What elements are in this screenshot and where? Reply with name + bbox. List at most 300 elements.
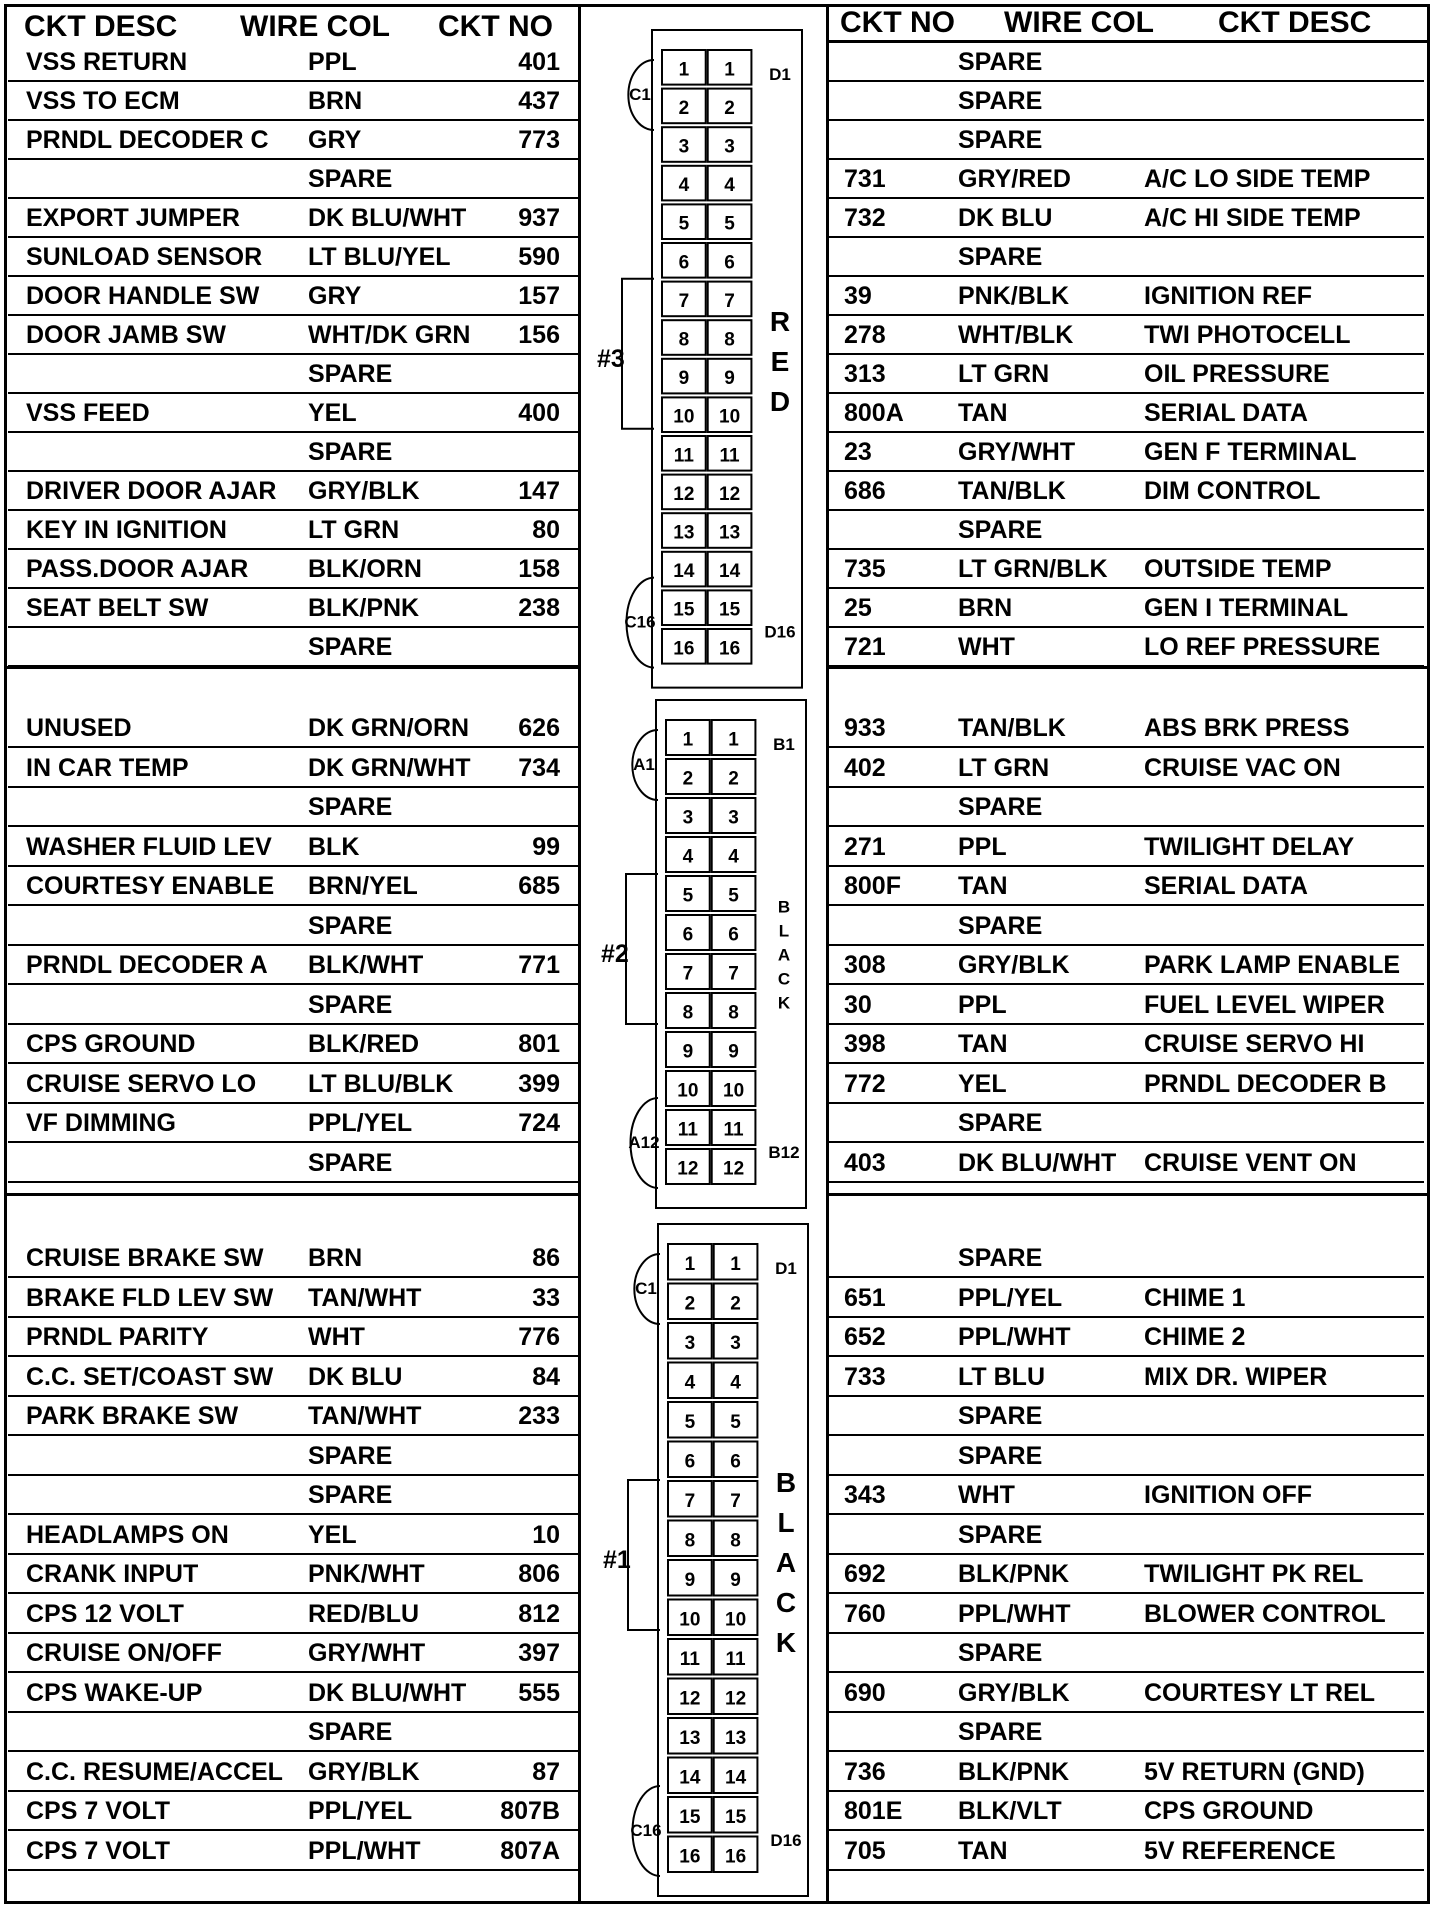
connector-pin-number: 14 [719, 561, 741, 583]
section1-left-desc: PASS.DOOR AJAR [26, 555, 249, 583]
connector-color-letter: C [775, 1587, 797, 1618]
section1-right-num: 721 [844, 633, 886, 661]
section3-left-desc: CRUISE BRAKE SW [26, 1244, 264, 1272]
connector-pin-number: 8 [730, 1530, 741, 1552]
section1-left-desc: VSS RETURN [26, 48, 188, 76]
section3-left-desc: BRAKE FLD LEV SW [26, 1283, 274, 1312]
section1-right-wire: LT GRN/BLK [958, 555, 1108, 583]
connector-pin-number: 8 [724, 329, 735, 351]
section1-left-wire: LT BLU/YEL [308, 243, 451, 271]
section1-right-wire: PNK/BLK [958, 282, 1070, 310]
connector-pin-number: 10 [723, 1080, 745, 1102]
section3-left-wire: WHT [308, 1323, 365, 1351]
section3-right-num: 760 [844, 1599, 886, 1628]
section3-right-wire: BLK/PNK [958, 1757, 1070, 1786]
section1-right-wire: GRY/RED [958, 165, 1071, 193]
section2-left-wire: PPL/YEL [308, 1109, 413, 1137]
section1-left-num: 400 [518, 399, 560, 427]
section3-right-desc: BLOWER CONTROL [1144, 1599, 1386, 1628]
section3-left-desc: HEADLAMPS ON [26, 1520, 229, 1549]
section1-right-num: 23 [844, 438, 872, 466]
section3-right-desc: CHIME 1 [1144, 1283, 1246, 1312]
header-left-desc: CKT DESC [24, 10, 178, 43]
section1-right-num: 686 [844, 477, 886, 505]
section1-right-desc: GEN F TERMINAL [1144, 438, 1357, 466]
section1-right-wire: GRY/WHT [958, 438, 1076, 466]
section1-left-num: 80 [532, 516, 560, 544]
section3-left-wire: YEL [308, 1520, 357, 1549]
section1-right-num: 25 [844, 594, 872, 622]
section2-left-wire: SPARE [308, 1148, 393, 1177]
section2-right-desc: PRNDL DECODER B [1144, 1069, 1387, 1098]
connector-pin-number: 4 [678, 175, 690, 197]
connector-color-letter: K [775, 1627, 797, 1658]
section2-right-wire: PPL [958, 990, 1007, 1019]
section3-left-num: 807A [500, 1836, 560, 1865]
section3-right-wire: BLK/PNK [958, 1560, 1070, 1588]
connector-pin-number: 16 [673, 638, 695, 660]
connector-pin-number: 11 [723, 1119, 744, 1141]
connector-pin-number: 5 [724, 213, 735, 235]
section2-left-desc: CRUISE SERVO LO [26, 1069, 257, 1098]
section1-left-desc: DOOR JAMB SW [26, 321, 226, 349]
section2-left-num: 399 [518, 1069, 560, 1098]
section2-right-wire: SPARE [958, 1109, 1043, 1137]
connector-color-letter: A [777, 945, 791, 965]
section1-left-wire: SPARE [308, 633, 393, 661]
section2-left-num: 734 [518, 753, 560, 782]
section2-left-desc: PRNDL DECODER A [26, 951, 268, 979]
section2-left-desc: CPS GROUND [26, 1030, 196, 1058]
section1-left-desc: DOOR HANDLE SW [26, 282, 260, 310]
connector-bottom-pin-label: B12 [768, 1143, 800, 1162]
section3-right-desc: COURTESY LT REL [1144, 1678, 1376, 1707]
connector-pin-number: 6 [724, 252, 735, 274]
section2-right-desc: FUEL LEVEL WIPER [1144, 990, 1385, 1019]
connector-left-top-label: C1 [635, 1279, 657, 1298]
section1-left-desc: DRIVER DOOR AJAR [26, 477, 277, 505]
connector-pin-number: 11 [677, 1119, 698, 1141]
connector-pin-number: 7 [678, 290, 690, 312]
connector-pin-number: 16 [725, 1846, 747, 1868]
connector-pin-number: 10 [677, 1080, 699, 1102]
section2-right-wire: YEL [958, 1069, 1007, 1098]
connector-pin-number: 1 [682, 729, 694, 751]
section1-right-desc: GEN I TERMINAL [1144, 594, 1349, 622]
section3-left-desc: PARK BRAKE SW [26, 1402, 239, 1430]
header-left-num: CKT NO [438, 10, 553, 43]
section2-left-num: 724 [518, 1109, 560, 1137]
connector-pin-number: 3 [728, 807, 739, 829]
section2-left-num: 99 [532, 832, 560, 861]
connector-pin-number: 5 [678, 213, 690, 235]
section1-right-wire: SPARE [958, 516, 1043, 544]
section3-right-wire: SPARE [958, 1244, 1043, 1272]
section3-right-num: 690 [844, 1678, 886, 1707]
connector-pin-number: 7 [682, 963, 694, 985]
section3-right-wire: SPARE [958, 1441, 1043, 1470]
section3-left-wire: DK BLU/WHT [308, 1678, 467, 1707]
section1-left-wire: GRY/BLK [308, 477, 420, 505]
connector-pin-number: 3 [678, 136, 690, 158]
section3-left-wire: SPARE [308, 1718, 393, 1746]
connector-pin-number: 6 [728, 924, 739, 946]
connector-pin-number: 6 [678, 252, 690, 274]
section2-left-wire: BLK/RED [308, 1030, 420, 1058]
connector-pin-number: 8 [684, 1530, 696, 1552]
connector-pin-number: 13 [719, 522, 741, 544]
section1-right-wire: DK BLU [958, 204, 1053, 232]
section1-right-wire: WHT [958, 633, 1015, 661]
section1-left-num: 590 [518, 243, 560, 271]
connector-bracket [628, 1480, 660, 1630]
section3-right-wire: WHT [958, 1481, 1015, 1509]
connector-pin-number: 12 [723, 1158, 745, 1180]
connector-pin-number: 9 [724, 368, 735, 390]
section2-right-desc: ABS BRK PRESS [1144, 714, 1350, 742]
connector-pin-number: 8 [728, 1002, 739, 1024]
section2-left-wire: DK GRN/ORN [308, 714, 470, 742]
connector-top-pin-label: D1 [775, 1259, 797, 1278]
connector-color-letter: D [769, 385, 791, 417]
section2-right-num: 271 [844, 832, 886, 861]
section1-left-wire: GRY [308, 282, 362, 310]
section2-right-num: 772 [844, 1069, 886, 1098]
connector-pin-number: 7 [728, 963, 739, 985]
section1-right-num: 800A [844, 399, 904, 427]
section1-left-desc: SEAT BELT SW [26, 594, 209, 622]
section3-left-desc: CPS 7 VOLT [26, 1836, 171, 1865]
section1-right-wire: TAN/BLK [958, 477, 1066, 505]
section1-left-desc: KEY IN IGNITION [26, 516, 227, 544]
section1-left-num: 773 [518, 126, 560, 154]
connector-left-bottom-label: C16 [624, 612, 656, 632]
section3-right-wire: SPARE [958, 1402, 1043, 1430]
connector-pin-number: 5 [684, 1411, 696, 1433]
section3-left-wire: SPARE [308, 1441, 393, 1470]
section1-left-num: 147 [518, 477, 560, 505]
connector-pin-number: 13 [673, 522, 695, 544]
section2-right-wire: SPARE [958, 793, 1043, 821]
connector-pin-number: 10 [719, 406, 741, 428]
connector-pin-number: 15 [679, 1806, 701, 1828]
connector-pin-number: 9 [684, 1569, 696, 1591]
connector-pin-number: 7 [724, 290, 735, 312]
section1-left-num: 937 [518, 204, 560, 232]
section2-right-num: 403 [844, 1148, 886, 1177]
connector-pin-number: 5 [728, 885, 739, 907]
section2-left-wire: BLK/WHT [308, 951, 424, 979]
section2-right-wire: TAN/BLK [958, 714, 1066, 742]
section2-right-num: 933 [844, 714, 886, 742]
section1-left-num: 401 [518, 48, 560, 76]
section3-left-wire: PPL/YEL [308, 1797, 413, 1825]
section2-right-wire: TAN [958, 872, 1008, 900]
section1-right-wire: LT GRN [958, 360, 1050, 388]
connector-color-letter: A [775, 1547, 797, 1578]
connector-left-bottom-label: A12 [628, 1133, 660, 1152]
section1-left-wire: SPARE [308, 165, 393, 193]
connector-pin-number: 1 [724, 59, 735, 81]
connector-pin-number: 11 [725, 1648, 746, 1670]
section1-left-wire: BLK/PNK [308, 594, 420, 622]
connector-pin-number: 10 [673, 406, 695, 428]
connector-pin-number: 4 [724, 175, 735, 197]
section3-right-wire: TAN [958, 1836, 1008, 1865]
connector-color-letter: B [777, 897, 791, 917]
section1-right-desc: OUTSIDE TEMP [1144, 555, 1332, 583]
connector-pin-number: 10 [679, 1609, 701, 1631]
section1-right-wire: TAN [958, 399, 1008, 427]
connector-pin-number: 6 [730, 1451, 741, 1473]
section3-left-desc: CRANK INPUT [26, 1560, 199, 1588]
section2-left-wire: SPARE [308, 911, 393, 940]
connector-left-top-label: A1 [633, 755, 655, 774]
section2-left-num: 685 [518, 872, 560, 900]
section1-left-num: 157 [518, 282, 560, 310]
section3-right-desc: CPS GROUND [1144, 1797, 1314, 1825]
connector-pin-number: 4 [730, 1372, 741, 1394]
connector-pin-number: 13 [679, 1727, 701, 1749]
section3-right-desc: CHIME 2 [1144, 1323, 1246, 1351]
section2-left-desc: VF DIMMING [26, 1109, 176, 1137]
header-right-num: CKT NO [840, 6, 955, 39]
section2-right-wire: GRY/BLK [958, 951, 1070, 979]
connector-pin-number: 15 [725, 1806, 747, 1828]
connector-pin-number: 8 [682, 1002, 694, 1024]
section2-left-desc: IN CAR TEMP [26, 753, 189, 782]
section3-right-num: 801E [844, 1797, 903, 1825]
section1-left-desc: VSS FEED [26, 399, 150, 427]
section2-right-desc: CRUISE VAC ON [1144, 753, 1341, 782]
connector-pin-number: 7 [730, 1490, 741, 1512]
header-right-wire: WIRE COL [1004, 6, 1154, 39]
connector-bottom-pin-label: D16 [770, 1831, 802, 1850]
section2-left-wire: DK GRN/WHT [308, 753, 471, 782]
section2-right-num: 402 [844, 753, 886, 782]
section1-left-wire: GRY [308, 126, 362, 154]
connector-pin-number: 2 [724, 97, 735, 119]
connector-pin-number: 1 [684, 1253, 696, 1275]
section2-right-num: 308 [844, 951, 886, 979]
connector-left-bottom-label: C16 [630, 1821, 662, 1840]
section1-right-num: 278 [844, 321, 886, 349]
section1-right-num: 731 [844, 165, 886, 193]
section3-left-wire: GRY/BLK [308, 1757, 420, 1786]
connector-color-letter: B [775, 1467, 797, 1498]
connector-pin-number: 6 [684, 1451, 696, 1473]
section1-left-wire: BRN [308, 87, 363, 115]
section3-right-wire: LT BLU [958, 1362, 1046, 1391]
section3-left-num: 87 [532, 1757, 560, 1786]
connector-pin-number: 8 [678, 329, 690, 351]
section3-right-desc: 5V RETURN (GND) [1144, 1757, 1365, 1786]
connector-pin-number: 9 [728, 1041, 739, 1063]
connector-color-letter: K [777, 993, 791, 1013]
section1-right-num: 39 [844, 282, 872, 310]
section2-right-wire: PPL [958, 832, 1007, 861]
section3-right-num: 736 [844, 1757, 886, 1786]
section3-left-desc: CRUISE ON/OFF [26, 1639, 222, 1667]
header-left-wire: WIRE COL [240, 10, 390, 43]
connector-pin-number: 10 [725, 1609, 747, 1631]
section3-left-num: 806 [518, 1560, 560, 1588]
connector-pin-number: 9 [730, 1569, 741, 1591]
section1-right-desc: A/C LO SIDE TEMP [1144, 165, 1371, 193]
connector-color-letter: L [778, 921, 790, 941]
connector-color-letter: L [777, 1507, 795, 1538]
section3-left-wire: BRN [308, 1244, 363, 1272]
section3-left-num: 84 [532, 1362, 560, 1391]
connector-pin-number: 14 [725, 1767, 747, 1789]
connector-pin-number: 2 [728, 768, 739, 790]
connector-pin-number: 11 [679, 1648, 700, 1670]
connector-pin-number: 3 [724, 136, 735, 158]
section2-left-num: 801 [518, 1030, 560, 1058]
section2-right-desc: CRUISE SERVO HI [1144, 1030, 1365, 1058]
connector-pin-number: 11 [719, 445, 740, 467]
section3-right-wire: SPARE [958, 1639, 1043, 1667]
connector-pin-number: 13 [725, 1727, 747, 1749]
connector-pin-number: 3 [682, 807, 694, 829]
section1-left-num: 158 [518, 555, 560, 583]
section3-left-num: 555 [518, 1678, 560, 1707]
connector-pin-number: 16 [719, 638, 741, 660]
section1-left-wire: WHT/DK GRN [308, 321, 471, 349]
section3-left-num: 233 [518, 1402, 560, 1430]
section1-right-desc: IGNITION REF [1144, 282, 1313, 310]
section3-right-num: 733 [844, 1362, 886, 1391]
connector-top-pin-label: D1 [769, 65, 791, 84]
connector-bracket [626, 874, 658, 1024]
section3-left-num: 776 [518, 1323, 560, 1351]
section3-right-wire: SPARE [958, 1520, 1043, 1549]
section1-right-desc: SERIAL DATA [1144, 399, 1308, 427]
section3-left-wire: DK BLU [308, 1362, 403, 1391]
section2-left-wire: SPARE [308, 793, 393, 821]
connector-color-letter: R [769, 305, 791, 337]
section3-right-desc: IGNITION OFF [1144, 1481, 1313, 1509]
connector-number-label: #3 [597, 344, 625, 373]
connector-pin-number: 15 [673, 599, 695, 621]
section1-left-num: 238 [518, 594, 560, 622]
connector-color-letter: C [777, 969, 791, 989]
section3-right-num: 705 [844, 1836, 886, 1865]
section1-right-desc: A/C HI SIDE TEMP [1144, 204, 1361, 232]
connector-pin-number: 1 [678, 59, 690, 81]
section1-right-num: 313 [844, 360, 886, 388]
section1-right-wire: SPARE [958, 126, 1043, 154]
section3-right-wire: PPL/WHT [958, 1323, 1071, 1351]
connector-pin-number: 7 [684, 1490, 696, 1512]
section1-left-wire: BLK/ORN [308, 555, 422, 583]
connector-pin-number: 3 [684, 1332, 696, 1354]
section2-left-num: 771 [518, 951, 560, 979]
section3-left-desc: CPS 7 VOLT [26, 1797, 171, 1825]
connector-pin-number: 9 [682, 1041, 694, 1063]
connector-pin-number: 12 [725, 1688, 747, 1710]
section1-left-num: 437 [518, 87, 560, 115]
section3-right-num: 652 [844, 1323, 886, 1351]
connector-pin-number: 11 [673, 445, 694, 467]
section1-left-desc: PRNDL DECODER C [26, 126, 269, 154]
section1-right-wire: SPARE [958, 87, 1043, 115]
section1-right-desc: DIM CONTROL [1144, 477, 1321, 505]
section2-right-wire: LT GRN [958, 753, 1050, 782]
connector-color-letter: E [770, 345, 790, 377]
section2-right-num: 30 [844, 990, 872, 1019]
section3-left-desc: C.C. RESUME/ACCEL [26, 1757, 283, 1786]
section1-right-num: 735 [844, 555, 886, 583]
section1-right-desc: OIL PRESSURE [1144, 360, 1330, 388]
connector-number-label: #1 [603, 1546, 631, 1574]
connector-pin-number: 6 [682, 924, 694, 946]
section1-left-wire: PPL [308, 48, 357, 76]
section3-left-wire: RED/BLU [308, 1599, 420, 1628]
section1-right-num: 732 [844, 204, 886, 232]
section2-right-wire: SPARE [958, 911, 1043, 940]
section3-right-desc: TWILIGHT PK REL [1144, 1560, 1364, 1588]
section1-left-wire: SPARE [308, 438, 393, 466]
connector-pin-number: 5 [682, 885, 694, 907]
section2-left-num: 626 [518, 714, 560, 742]
section3-right-wire: BLK/VLT [958, 1797, 1062, 1825]
connector-pin-number: 2 [730, 1293, 741, 1315]
section3-right-wire: PPL/WHT [958, 1599, 1071, 1628]
connector-pin-number: 2 [682, 768, 694, 790]
section1-left-num: 156 [518, 321, 560, 349]
connector-pin-number: 12 [679, 1688, 701, 1710]
section3-right-num: 692 [844, 1560, 886, 1588]
connector-pin-number: 2 [684, 1293, 696, 1315]
section3-left-num: 86 [532, 1244, 560, 1272]
connector-pin-number: 4 [682, 846, 694, 868]
section1-left-wire: LT GRN [308, 516, 400, 544]
section3-left-num: 33 [532, 1283, 560, 1312]
section2-right-wire: TAN [958, 1030, 1008, 1058]
section1-right-wire: SPARE [958, 48, 1043, 76]
section2-right-desc: TWILIGHT DELAY [1144, 832, 1355, 861]
section3-left-desc: CPS 12 VOLT [26, 1599, 184, 1628]
section3-right-desc: 5V REFERENCE [1144, 1836, 1336, 1865]
section2-left-wire: SPARE [308, 990, 393, 1019]
section2-right-desc: CRUISE VENT ON [1144, 1148, 1357, 1177]
section2-left-desc: WASHER FLUID LEV [26, 832, 272, 861]
section3-left-desc: PRNDL PARITY [26, 1323, 209, 1351]
connector-left-top-label: C1 [629, 85, 651, 104]
connector-pin-number: 1 [730, 1253, 741, 1275]
section1-left-desc: EXPORT JUMPER [26, 204, 240, 232]
section2-right-num: 398 [844, 1030, 886, 1058]
connector-pin-number: 12 [673, 483, 695, 505]
section2-right-num: 800F [844, 872, 901, 900]
connector-pin-number: 1 [728, 729, 739, 751]
section2-left-wire: BRN/YEL [308, 872, 418, 900]
section3-left-num: 397 [518, 1639, 560, 1667]
section2-right-desc: SERIAL DATA [1144, 872, 1308, 900]
connector-pin-number: 2 [678, 97, 690, 119]
section3-left-wire: TAN/WHT [308, 1283, 422, 1312]
section1-left-desc: VSS TO ECM [26, 87, 180, 115]
section3-left-wire: SPARE [308, 1481, 393, 1509]
section1-left-wire: DK BLU/WHT [308, 204, 467, 232]
connector-pin-number: 9 [678, 368, 690, 390]
section3-right-num: 651 [844, 1283, 886, 1312]
section1-left-wire: SPARE [308, 360, 393, 388]
section3-left-desc: CPS WAKE-UP [26, 1678, 203, 1707]
connector-pin-number: 12 [677, 1158, 699, 1180]
section1-right-desc: TWI PHOTOCELL [1144, 321, 1351, 349]
